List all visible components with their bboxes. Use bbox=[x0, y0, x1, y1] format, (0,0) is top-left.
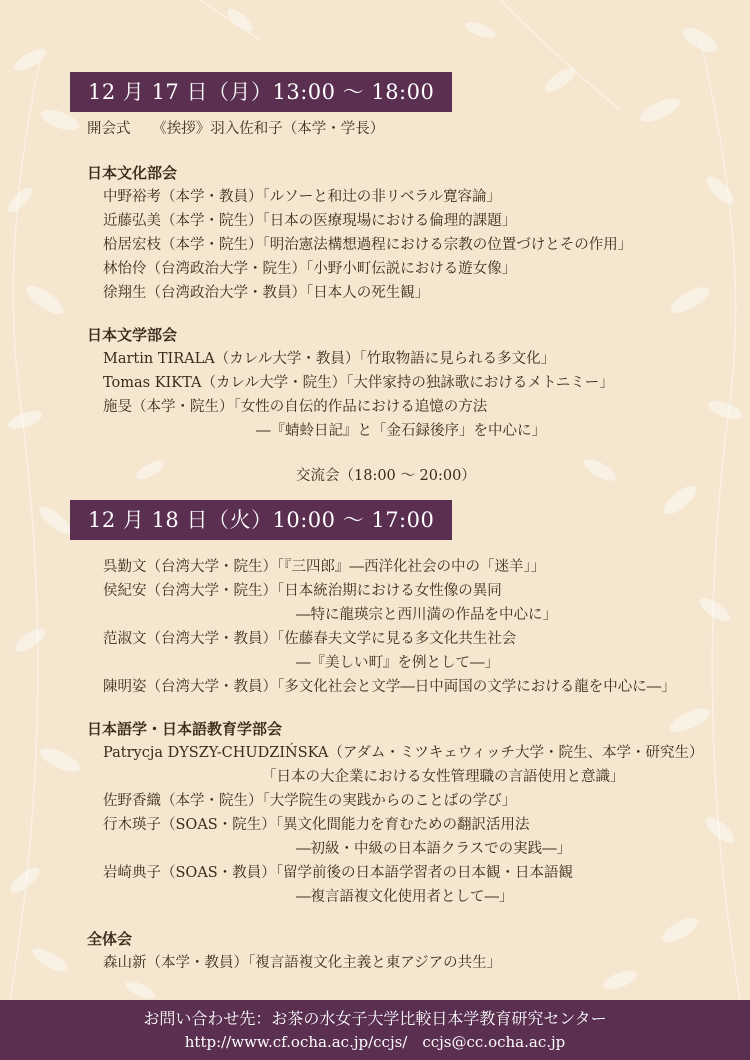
literature-talk: Tomas KIKTA（カレル大学・院生）「大伴家持の独詠歌におけるメトニミー」 bbox=[103, 375, 614, 391]
language-talk: 行木瑛子（SOAS・院生）「異文化間能力を育むための翻訳活用法 bbox=[103, 817, 530, 833]
language-talk: Patrycja DYSZY-CHUDZIŃSKA（アダム・ミツキェウィッチ大学・院生、本学・研究生） bbox=[103, 745, 704, 761]
day1-banner: 12 月 17 日（月）13:00 〜 18:00 bbox=[70, 72, 452, 112]
culture-talk: 中野裕考（本学・教員）「ルソーと和辻の非リベラル寛容論」 bbox=[103, 189, 502, 205]
culture-section-heading: 日本文化部会 bbox=[87, 164, 178, 182]
day2-talk: 陳明姿（台湾大学・教員）「多文化社会と文学―日中両国の文学における龍を中心に―」 bbox=[103, 679, 676, 695]
language-section-heading: 日本語学・日本語教育学部会 bbox=[87, 720, 283, 738]
literature-talk: Martin TIRALA（カレル大学・教員）「竹取物語に見られる多文化」 bbox=[103, 351, 556, 367]
language-talk-subtitle: ―複言語複文化使用者として―」 bbox=[296, 889, 514, 905]
reception: 交流会（18:00 〜 20:00） bbox=[296, 468, 476, 484]
culture-talk: 林怡伶（台湾政治大学・院生）「小野小町伝説における遊女像」 bbox=[103, 261, 517, 277]
day2-talk: 呉勤文（台湾大学・院生）「『三四郎』―西洋化社会の中の「迷羊」」 bbox=[103, 559, 546, 575]
culture-talk: 近藤弘美（本学・院生）「日本の医療現場における倫理的課題」 bbox=[103, 213, 517, 229]
language-talk: 岩崎典子（SOAS・教員）「留学前後の日本語学習者の日本観・日本語観 bbox=[103, 865, 573, 881]
opening-ceremony: 開会式 《挨拶》羽入佐和子（本学・学長） bbox=[87, 121, 385, 137]
day2-talk: 范淑文（台湾大学・教員）「佐藤春夫文学に見る多文化共生社会 bbox=[103, 631, 517, 647]
contact-web-email[interactable]: http://www.cf.ocha.ac.jp/ccjs/ ccjs@cc.ocha.ac.jp bbox=[184, 1033, 566, 1051]
plenary-section-heading: 全体会 bbox=[87, 930, 133, 948]
day2-talk: 侯紀安（台湾大学・院生）「日本統治期における女性像の異同 bbox=[103, 583, 502, 599]
day2-talk-subtitle: ―特に龍瑛宗と西川満の作品を中心に」 bbox=[296, 607, 557, 623]
culture-talk: 徐翔生（台湾政治大学・教員）「日本人の死生観」 bbox=[103, 285, 430, 301]
day2-talk-subtitle: ―『美しい町』を例として―」 bbox=[296, 655, 499, 671]
day2-banner: 12 月 18 日（火）10:00 〜 17:00 bbox=[70, 500, 452, 540]
contact-label: お問い合わせ先：お茶の水女子大学比較日本学教育研究センター bbox=[143, 1009, 607, 1028]
literature-talk: 施旻（本学・院生）「女性の自伝的作品における追憶の方法 bbox=[103, 399, 488, 415]
contact-footer bbox=[0, 1000, 750, 1060]
literature-section-heading: 日本文学部会 bbox=[87, 326, 178, 344]
language-talk-title: 「日本の大企業における女性管理職の言語使用と意識」 bbox=[262, 769, 625, 785]
plenary-talk: 森山新（本学・教員）「複言語複文化主義と東アジアの共生」 bbox=[103, 955, 502, 971]
literature-talk-subtitle: ―『蜻蛉日記』と「金石録後序」を中心に」 bbox=[256, 423, 546, 439]
language-talk: 佐野香織（本学・院生）「大学院生の実践からのことばの学び」 bbox=[103, 793, 517, 809]
culture-talk: 柗居宏枝（本学・院生）「明治憲法構想過程における宗教の位置づけとその作用」 bbox=[103, 237, 633, 253]
language-talk-subtitle: ―初級・中級の日本語クラスでの実践―」 bbox=[296, 841, 572, 857]
